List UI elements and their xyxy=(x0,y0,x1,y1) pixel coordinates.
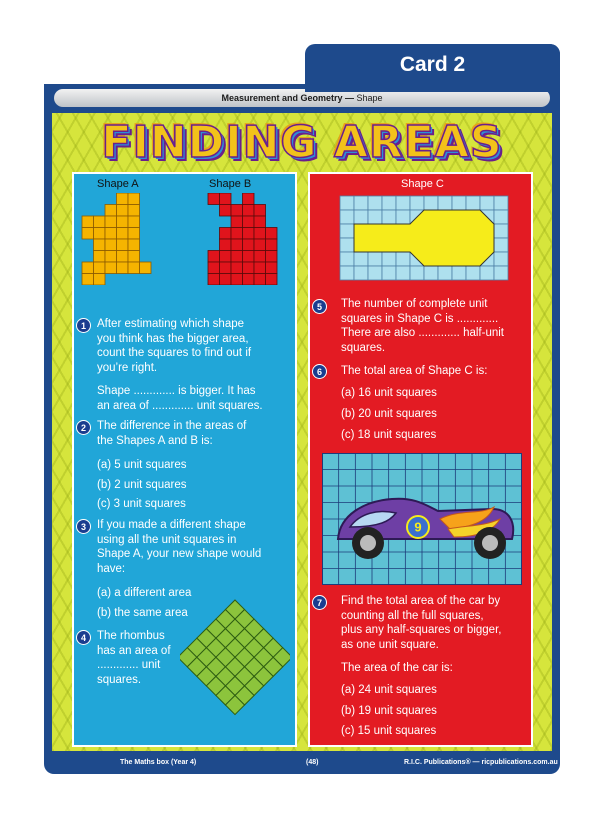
card-cutout xyxy=(44,44,305,84)
q7-option-b: (b) 19 unit squares xyxy=(341,704,437,717)
shape-c-grid-cell xyxy=(396,210,410,224)
car-grid xyxy=(322,453,522,585)
shape-a-square xyxy=(105,239,117,251)
q1-line: you’re right. xyxy=(97,361,158,374)
shape-a-square xyxy=(117,251,129,263)
page-title: FINDING AREAS xyxy=(101,117,503,168)
shape-a-square xyxy=(140,262,152,274)
shape-c-grid-cell xyxy=(368,210,382,224)
q4-line: has an area of xyxy=(97,644,171,657)
q7-option-a: (a) 24 unit squares xyxy=(341,684,437,696)
shape-a-square xyxy=(94,274,106,286)
shape-a-square xyxy=(94,251,106,263)
q4-line: The rhombus xyxy=(97,630,165,642)
shape-a-square xyxy=(128,239,140,251)
shape-b-square xyxy=(208,274,220,286)
shape-a-square xyxy=(117,193,129,205)
question-6-options xyxy=(341,383,437,446)
shape-b-square xyxy=(243,274,255,286)
question-2-options xyxy=(97,456,187,515)
shape-b-square xyxy=(254,228,266,240)
shape-b-square xyxy=(266,262,278,274)
shape-a-square xyxy=(94,228,106,240)
shape-a-square xyxy=(82,274,94,286)
shape-b-square xyxy=(208,251,220,263)
q6-option-c: (c) 18 unit squares xyxy=(341,429,437,441)
shape-a-square xyxy=(82,216,94,228)
shape-a-square xyxy=(94,239,106,251)
q2-line: the Shapes A and B is: xyxy=(97,434,213,447)
shape-c-grid-cell xyxy=(354,252,368,266)
q7-line: counting all the full squares, xyxy=(341,609,484,622)
q5-line: squares. xyxy=(341,341,386,354)
q5-line: The number of complete unit xyxy=(341,298,488,310)
shape-b-square xyxy=(254,205,266,217)
rhombus xyxy=(180,600,290,715)
shape-a-square xyxy=(105,262,117,274)
shape-b-label: Shape B xyxy=(209,178,252,190)
q1-line: you think has the bigger area, xyxy=(97,332,249,345)
shape-c-grid-cell xyxy=(494,210,508,224)
rhombus-grid xyxy=(180,596,290,716)
shape-b-square xyxy=(208,262,220,274)
shape-b-square xyxy=(243,239,255,251)
shape-a-square xyxy=(128,216,140,228)
shape-c-grid-cell xyxy=(438,266,452,280)
q2-option-b: (b) 2 unit squares xyxy=(97,478,187,491)
shape-b-square xyxy=(231,251,243,263)
shape-a-square xyxy=(128,251,140,263)
footer-publisher: R.I.C. Publications® — ricpublications.com.au xyxy=(404,759,558,766)
question-2-number: 2 xyxy=(76,420,91,435)
shape-b-square xyxy=(220,239,232,251)
shape-c-grid-cell xyxy=(368,196,382,210)
q3-line: using all the unit squares in xyxy=(97,533,237,546)
shape-c-grid-cell xyxy=(480,196,494,210)
card-label: Card 2 xyxy=(399,53,466,76)
shape-a-square xyxy=(128,228,140,240)
question-4-text xyxy=(97,629,171,687)
q6-option-a: (a) 16 unit squares xyxy=(341,387,437,399)
shape-a-square xyxy=(105,205,117,217)
shape-c-grid-cell xyxy=(368,252,382,266)
shape-a-square xyxy=(94,216,106,228)
shape-b-square xyxy=(220,193,232,205)
shape-b-square xyxy=(231,205,243,217)
shape-b-square xyxy=(254,274,266,286)
shape-b-square xyxy=(231,262,243,274)
q6-option-b: (b) 20 unit squares xyxy=(341,408,437,420)
shape-b-square xyxy=(266,274,278,286)
shape-c-grid-cell xyxy=(410,196,424,210)
shape-c-grid-cell xyxy=(382,266,396,280)
shape-a-label: Shape A xyxy=(97,178,139,190)
shape-c-grid-cell xyxy=(368,266,382,280)
shape-c-grid-cell xyxy=(410,266,424,280)
shape-c-grid-cell xyxy=(396,196,410,210)
question-3-number: 3 xyxy=(76,519,91,534)
shape-c-grid-cell xyxy=(354,210,368,224)
q3-line: Shape A, your new shape would xyxy=(97,548,262,560)
shape-b-square xyxy=(243,262,255,274)
question-5-text xyxy=(341,297,504,355)
question-3-options xyxy=(97,584,191,623)
shape-a-square xyxy=(94,262,106,274)
shape-b-square xyxy=(243,193,255,205)
shape-c-grid-cell xyxy=(452,266,466,280)
shape-c-grid-cell xyxy=(340,238,354,252)
shape-b-square xyxy=(220,262,232,274)
shape-c-grid-cell xyxy=(494,196,508,210)
q3-line: If you made a different shape xyxy=(97,519,246,531)
shape-b-square xyxy=(220,251,232,263)
front-hubcap xyxy=(360,535,376,551)
shape-c-grid-cell xyxy=(340,252,354,266)
shape-a-square xyxy=(105,251,117,263)
q3-line: have: xyxy=(97,562,126,575)
shape-c-grid-cell xyxy=(382,252,396,266)
shape-b-square xyxy=(208,193,220,205)
shape-a-square xyxy=(128,205,140,217)
shape-a-square xyxy=(82,262,94,274)
shape-c-grid-cell xyxy=(452,196,466,210)
q4-line: ............. unit xyxy=(97,659,161,671)
page-footer xyxy=(44,752,560,774)
shape-c-grid xyxy=(339,195,509,288)
shape-b-square xyxy=(220,228,232,240)
shape-a-square xyxy=(117,216,129,228)
q1-line: After estimating which shape xyxy=(97,318,245,330)
shape-b-square xyxy=(243,216,255,228)
shape-b-square xyxy=(231,228,243,240)
shape-a-square xyxy=(117,262,129,274)
shape-b-square xyxy=(231,216,243,228)
q4-line: squares. xyxy=(97,673,142,686)
shape-a-square xyxy=(128,193,140,205)
q2-line: The difference in the areas of xyxy=(97,420,247,432)
q5-line: There are also ............. half-unit xyxy=(341,327,504,339)
shape-b-square xyxy=(243,251,255,263)
shape-c-grid-cell xyxy=(340,266,354,280)
q7-option-c: (c) 15 unit squares xyxy=(341,725,437,737)
shape-b-square xyxy=(254,216,266,228)
topic-name: Shape xyxy=(356,93,383,103)
q1-answer-line: an area of ............. unit squares. xyxy=(97,399,263,412)
question-4-number: 4 xyxy=(76,630,91,645)
q7-line: as one unit square. xyxy=(341,638,439,651)
question-7-options xyxy=(341,680,437,742)
shape-c-grid-cell xyxy=(382,196,396,210)
shape-c-grid-cell xyxy=(340,224,354,238)
shapes-a-b-grid xyxy=(80,193,290,285)
shape-a xyxy=(82,193,151,285)
shape-b-square xyxy=(231,274,243,286)
shape-b-square xyxy=(220,205,232,217)
question-1-number: 1 xyxy=(76,318,91,333)
shape-a-square xyxy=(117,239,129,251)
shape-c-grid-cell xyxy=(340,196,354,210)
shape-a-square xyxy=(82,228,94,240)
shape-b-square xyxy=(266,228,278,240)
shape-c-grid-cell xyxy=(396,252,410,266)
q1-line: count the squares to find out if xyxy=(97,347,252,359)
shape-b-square xyxy=(266,251,278,263)
shape-c-grid-cell xyxy=(466,196,480,210)
shape-c-grid-cell xyxy=(494,266,508,280)
shape-c-grid-cell xyxy=(438,196,452,210)
car-number: 9 xyxy=(414,519,422,535)
q7-line: Find the total area of the car by xyxy=(341,595,501,607)
strand-separator: — xyxy=(342,93,357,103)
question-1-text xyxy=(97,317,251,375)
question-3-text xyxy=(97,518,261,576)
rear-hubcap xyxy=(482,535,498,551)
q2-option-c: (c) 3 unit squares xyxy=(97,498,186,510)
shape-a-square xyxy=(117,205,129,217)
shape-c-grid-cell xyxy=(382,210,396,224)
question-7-answer-intro: The area of the car is: xyxy=(341,662,453,674)
footer-book-title: The Maths box (Year 4) xyxy=(120,759,197,766)
q1-answer-line: Shape ............. is bigger. It has xyxy=(97,385,256,397)
q2-option-a: (a) 5 unit squares xyxy=(97,459,187,471)
question-1-answer xyxy=(97,384,263,413)
shape-c-grid-cell xyxy=(494,224,508,238)
shape-c-grid-cell xyxy=(466,266,480,280)
shape-b-square xyxy=(254,239,266,251)
shape-c-grid-cell xyxy=(494,252,508,266)
q7-line: plus any half-squares or bigger, xyxy=(341,624,502,636)
question-6-text xyxy=(341,364,487,379)
shape-c-label: Shape C xyxy=(401,178,444,190)
q5-line: squares in Shape C is ............. xyxy=(341,312,499,325)
shape-a-square xyxy=(105,216,117,228)
shape-b-square xyxy=(243,228,255,240)
shape-c-grid-cell xyxy=(424,266,438,280)
shape-b-square xyxy=(254,262,266,274)
shape-c-grid-cell xyxy=(396,266,410,280)
shape-c-grid-cell xyxy=(354,266,368,280)
shape-c-grid-cell xyxy=(340,210,354,224)
shape-b-square xyxy=(243,205,255,217)
shape-c-grid-cell xyxy=(424,196,438,210)
shape-a-square xyxy=(117,228,129,240)
question-5-number: 5 xyxy=(312,299,327,314)
q6-line: The total area of Shape C is: xyxy=(341,365,488,377)
strand-name: Measurement and Geometry xyxy=(221,93,343,103)
footer-page-number: (48) xyxy=(306,759,319,766)
q3-option-b: (b) the same area xyxy=(97,606,188,619)
shape-a-square xyxy=(128,262,140,274)
question-2-text xyxy=(97,419,246,448)
question-6-number: 6 xyxy=(312,364,327,379)
shape-b xyxy=(208,193,277,285)
shape-c-grid-cell xyxy=(354,196,368,210)
shape-b-square xyxy=(220,274,232,286)
shape-b-square xyxy=(266,239,278,251)
question-7-text xyxy=(341,594,501,652)
shape-b-square xyxy=(231,239,243,251)
question-7-number: 7 xyxy=(312,595,327,610)
shape-b-square xyxy=(254,251,266,263)
shape-c-grid-cell xyxy=(480,266,494,280)
shape-a-square xyxy=(105,228,117,240)
q3-option-a: (a) a different area xyxy=(97,587,192,599)
shape-c-grid-cell xyxy=(494,238,508,252)
